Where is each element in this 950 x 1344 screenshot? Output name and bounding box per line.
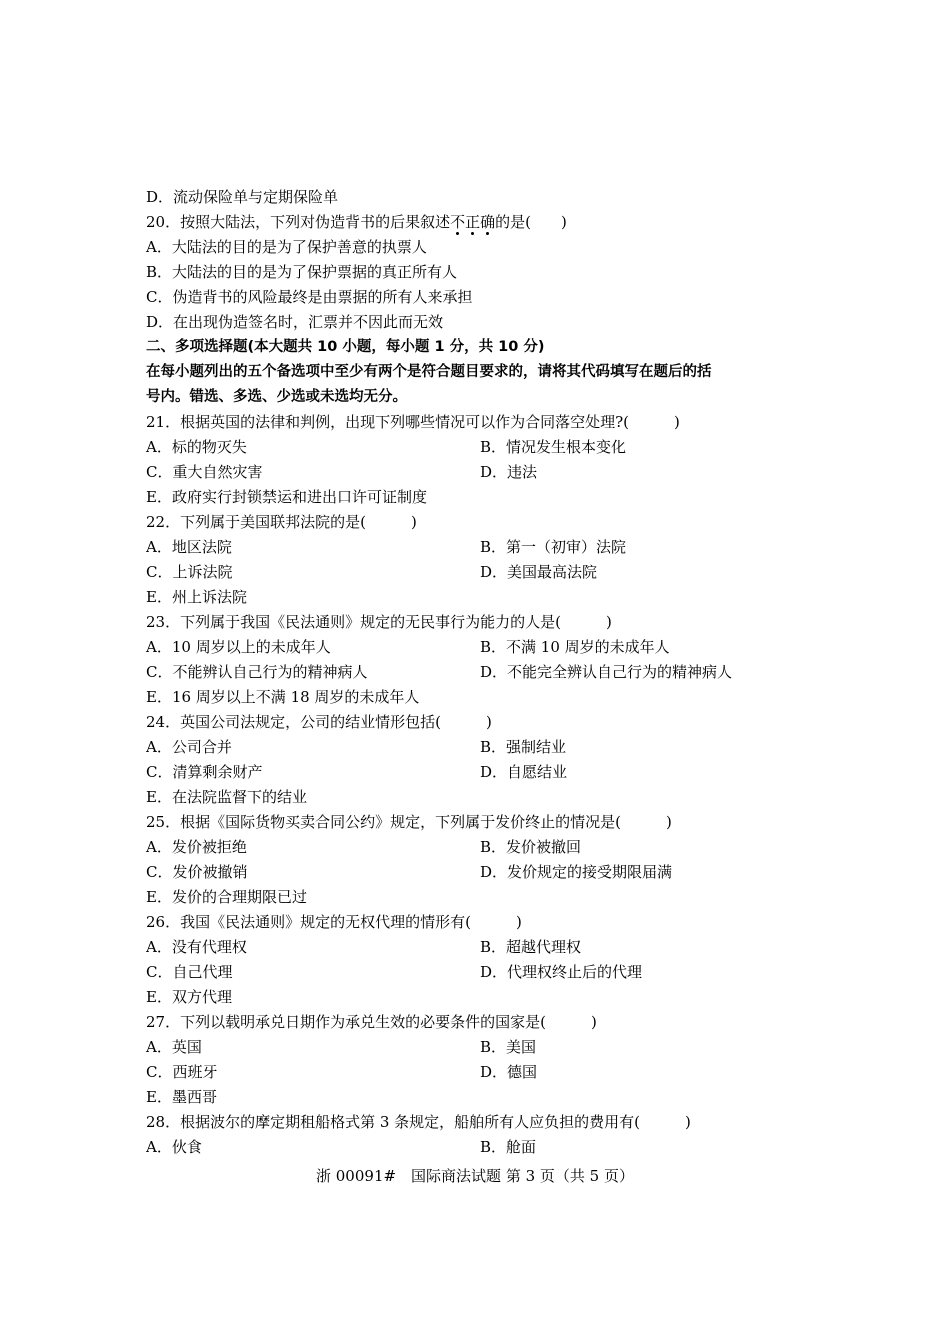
- question-stem: 24．英国公司法规定，公司的结业情形包括( ): [146, 713, 492, 731]
- q20-option-a: A．大陆法的目的是为了保护善意的执票人: [146, 238, 427, 256]
- option-row: [146, 735, 826, 760]
- option-row: [146, 1060, 826, 1085]
- option-b: B．情况发生根本变化: [480, 438, 627, 456]
- option-d: D．自愿结业: [480, 763, 568, 781]
- option-e: E．政府实行封锁禁运和进出口许可证制度: [146, 488, 427, 506]
- section-title: 二、多项选择题(本大题共 10 小题，每小题 1 分，共 10 分): [146, 339, 545, 355]
- option-d: D．违法: [480, 463, 538, 481]
- option-a: A．标的物灭失: [146, 438, 247, 456]
- option-c: C．自己代理: [146, 963, 233, 981]
- option-a: A．没有代理权: [146, 938, 247, 956]
- option-c: C．西班牙: [146, 1063, 218, 1081]
- option-b: B．超越代理权: [480, 938, 582, 956]
- option-e: E．州上诉法院: [146, 588, 247, 606]
- option-d: D．美国最高法院: [480, 563, 598, 581]
- option-row: [146, 635, 826, 660]
- question-stem: 23．下列属于我国《民法通则》规定的无民事行为能力的人是( ): [146, 613, 612, 631]
- page-footer: 浙 00091# 国际商法试题 第 3 页（共 5 页）: [316, 1167, 634, 1185]
- option-d: D．德国: [480, 1063, 538, 1081]
- page-content: [146, 185, 826, 1160]
- question-stem: 27．下列以载明承兑日期作为承兑生效的必要条件的国家是( ): [146, 1013, 597, 1031]
- option-a: A．10 周岁以上的未成年人: [146, 638, 331, 656]
- question-stem: 21．根据英国的法律和判例，出现下列哪些情况可以作为合同落空处理?( ): [146, 413, 680, 431]
- option-row: [146, 660, 826, 685]
- option-row: [146, 760, 826, 785]
- question-stem: 25．根据《国际货物买卖合同公约》规定，下列属于发价终止的情况是( ): [146, 813, 672, 831]
- option-row: [146, 935, 826, 960]
- option-row: [146, 560, 826, 585]
- option-row: [146, 960, 826, 985]
- option-a: A．伙食: [146, 1138, 202, 1156]
- option-row: [146, 435, 826, 460]
- question-stem: 28．根据波尔的摩定期租船格式第 3 条规定，船舶所有人应负担的费用有( ): [146, 1113, 691, 1131]
- option-b: B．第一（初审）法院: [480, 538, 627, 556]
- option-a: A．英国: [146, 1038, 202, 1056]
- option-e: E．在法院监督下的结业: [146, 788, 307, 806]
- option-a: A．发价被拒绝: [146, 838, 247, 856]
- q19-option-d: D．流动保险单与定期保险单: [146, 188, 339, 206]
- option-b: B．舱面: [480, 1138, 537, 1156]
- q20-stem-pre: 20．按照大陆法，下列对伪造背书的后果叙述: [146, 213, 451, 231]
- option-b: B．发价被撤回: [480, 838, 582, 856]
- emphasis-char: 确: [480, 213, 496, 231]
- option-d: D．代理权终止后的代理: [480, 963, 643, 981]
- section-instruction-2: 号内。错选、多选、少选或未选均无分。: [146, 389, 407, 405]
- option-row: [146, 1135, 826, 1160]
- option-b: B．强制结业: [480, 738, 567, 756]
- q20-stem-post: 的是( ): [495, 213, 567, 231]
- option-row: [146, 535, 826, 560]
- question-stem: 26．我国《民法通则》规定的无权代理的情形有( ): [146, 913, 522, 931]
- option-d: D．发价规定的接受期限届满: [480, 863, 673, 881]
- option-row: [146, 835, 826, 860]
- question-stem: 22．下列属于美国联邦法院的是( ): [146, 513, 417, 531]
- option-e: E．发价的合理期限已过: [146, 888, 307, 906]
- option-c: C．重大自然灾害: [146, 463, 263, 481]
- option-d: D．不能完全辨认自己行为的精神病人: [480, 663, 733, 681]
- q20-option-c: C．伪造背书的风险最终是由票据的所有人来承担: [146, 288, 473, 306]
- section-instruction-1: 在每小题列出的五个备选项中至少有两个是符合题目要求的，请将其代码填写在题后的括: [146, 364, 712, 380]
- option-e: E．16 周岁以上不满 18 周岁的未成年人: [146, 688, 420, 706]
- option-row: [146, 460, 826, 485]
- option-row: [146, 1035, 826, 1060]
- option-a: A．公司合并: [146, 738, 232, 756]
- emphasis-char: 正: [465, 213, 481, 231]
- emphasis-char: 不: [450, 213, 466, 231]
- option-c: C．上诉法院: [146, 563, 233, 581]
- option-b: B．美国: [480, 1038, 537, 1056]
- option-e: E．双方代理: [146, 988, 232, 1006]
- option-c: C．发价被撤销: [146, 863, 248, 881]
- option-a: A．地区法院: [146, 538, 232, 556]
- option-row: [146, 860, 826, 885]
- q20-option-d: D．在出现伪造签名时，汇票并不因此而无效: [146, 313, 444, 331]
- option-e: E．墨西哥: [146, 1088, 217, 1106]
- q20-stem: [146, 210, 826, 235]
- q20-option-b: B．大陆法的目的是为了保护票据的真正所有人: [146, 263, 458, 281]
- option-c: C．不能辨认自己行为的精神病人: [146, 663, 368, 681]
- option-c: C．清算剩余财产: [146, 763, 263, 781]
- option-b: B．不满 10 周岁的未成年人: [480, 638, 670, 656]
